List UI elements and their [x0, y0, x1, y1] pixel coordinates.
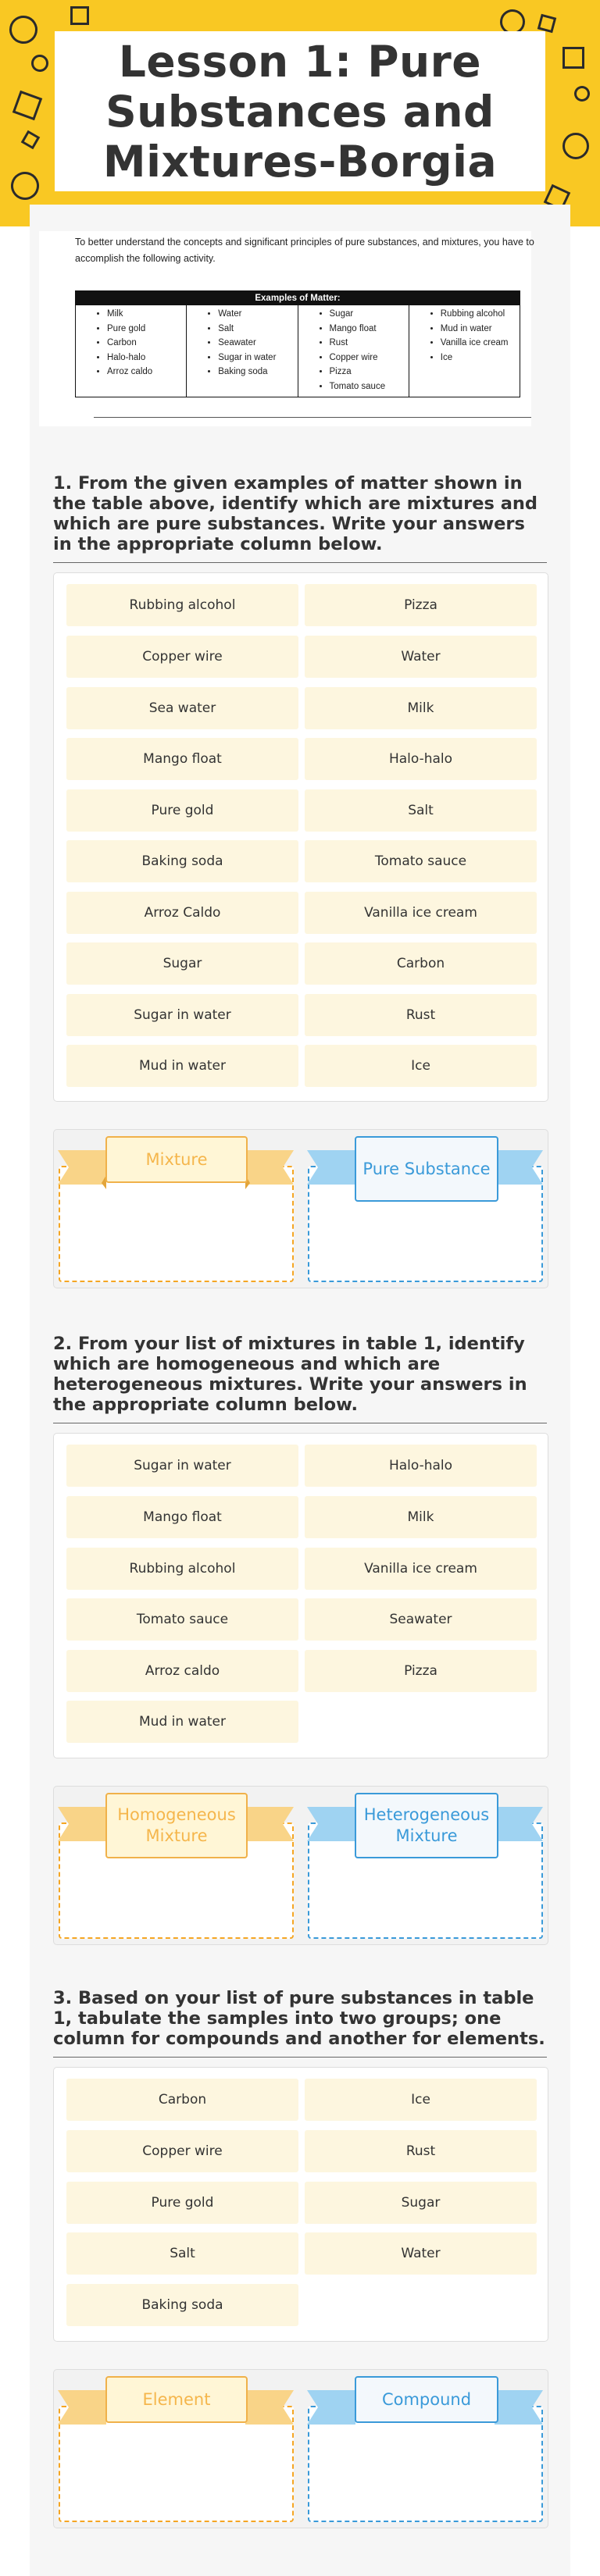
- drag-item[interactable]: Sea water: [66, 687, 298, 729]
- examples-column-1: [76, 305, 187, 397]
- drag-item[interactable]: Halo-halo: [305, 738, 537, 780]
- drag-item[interactable]: Sugar in water: [66, 994, 298, 1036]
- pattern-shape: [538, 14, 556, 33]
- example-item: • Baking soda: [218, 365, 297, 379]
- drag-item[interactable]: Pizza: [305, 1650, 537, 1692]
- label-element: Element: [105, 2376, 248, 2423]
- drag-item[interactable]: Copper wire: [66, 636, 298, 678]
- drag-item[interactable]: Arroz caldo: [66, 1650, 298, 1692]
- example-item: • Sugar in water: [218, 351, 297, 365]
- drag-item[interactable]: Carbon: [66, 2079, 298, 2121]
- drag-item[interactable]: Milk: [305, 1496, 537, 1538]
- example-item: • Pure gold: [107, 322, 186, 337]
- drag-item[interactable]: Baking soda: [66, 2284, 298, 2326]
- drag-item[interactable]: Sugar in water: [66, 1445, 298, 1487]
- example-item: • Halo-halo: [107, 351, 186, 365]
- question-1: 1. From the given examples of matter shown in the table above, identify which are mixtures and which are pure substances. Write your answers in the appropriate column below.: [53, 473, 538, 554]
- question-2: 2. From your list of mixtures in table 1, identify which are homogeneous and which are heterogeneous mixtures. Write your answers in the appropriate column below.: [53, 1334, 527, 1415]
- example-item: • Carbon: [107, 336, 186, 351]
- example-item: • Arroz caldo: [107, 365, 186, 379]
- examples-table-heading: Examples of Matter:: [76, 291, 520, 305]
- pattern-shape: [573, 84, 591, 103]
- examples-table: [75, 290, 520, 397]
- drag-item[interactable]: Mud in water: [66, 1701, 298, 1743]
- drag-item[interactable]: Rubbing alcohol: [66, 1548, 298, 1590]
- drag-item[interactable]: Rust: [305, 994, 537, 1036]
- drag-item[interactable]: Pizza: [305, 584, 537, 626]
- examples-column-4: [409, 305, 520, 397]
- drag-item[interactable]: Ice: [305, 2079, 537, 2121]
- instructions-document: [39, 231, 534, 426]
- example-item: • Seawater: [218, 336, 297, 351]
- drag-item[interactable]: Water: [305, 636, 537, 678]
- label-mixture: Mixture: [105, 1136, 248, 1183]
- label-pure-substance: Pure Substance: [355, 1136, 498, 1202]
- drag-item[interactable]: Sugar: [305, 2182, 537, 2224]
- drag-item[interactable]: Pure gold: [66, 2182, 298, 2224]
- drag-item[interactable]: Halo-halo: [305, 1445, 537, 1487]
- drag-item[interactable]: Mango float: [66, 1496, 298, 1538]
- drag-item[interactable]: Arroz Caldo: [66, 892, 298, 934]
- pattern-shape: [21, 130, 41, 150]
- pattern-shape: [562, 133, 589, 159]
- example-item: • Water: [218, 307, 297, 322]
- drag-item[interactable]: Mango float: [66, 738, 298, 780]
- label-homogeneous-mixture: Homogeneous Mixture: [105, 1793, 248, 1858]
- example-item: • Tomato sauce: [330, 379, 409, 394]
- item-bank-1: [53, 572, 548, 1102]
- question-divider: [53, 2057, 547, 2058]
- sorting-area-3: [53, 2369, 548, 2528]
- drag-item[interactable]: Salt: [66, 2232, 298, 2275]
- drag-item[interactable]: Mud in water: [66, 1045, 298, 1087]
- question-divider: [53, 562, 547, 563]
- example-item: • Rubbing alcohol: [441, 307, 520, 322]
- example-item: • Salt: [218, 322, 297, 337]
- pattern-shape: [28, 52, 52, 76]
- document-divider: [94, 417, 531, 418]
- drag-item[interactable]: Pure gold: [66, 789, 298, 832]
- drag-item[interactable]: Baking soda: [66, 840, 298, 882]
- pattern-shape: [70, 6, 89, 25]
- drag-item[interactable]: Milk: [305, 687, 537, 729]
- intro-text: To better understand the concepts and significant principles of pure substances, and mixtures, you have to accomplish the following activity.: [75, 237, 534, 264]
- example-item: • Ice: [441, 351, 520, 365]
- example-item: • Sugar: [330, 307, 409, 322]
- example-item: • Milk: [107, 307, 186, 322]
- drag-item[interactable]: Water: [305, 2232, 537, 2275]
- example-item: • Pizza: [330, 365, 409, 379]
- drag-item[interactable]: Sugar: [66, 942, 298, 985]
- sorting-area-2: [53, 1786, 548, 1945]
- example-item: • Vanilla ice cream: [441, 336, 520, 351]
- examples-column-2: [187, 305, 298, 397]
- example-item: • Rust: [330, 336, 409, 351]
- pattern-shape: [7, 13, 41, 47]
- drag-item[interactable]: Tomato sauce: [305, 840, 537, 882]
- title-card: [55, 31, 545, 191]
- label-compound: Compound: [355, 2376, 498, 2423]
- hero-banner: [0, 0, 600, 226]
- drag-item[interactable]: Vanilla ice cream: [305, 892, 537, 934]
- item-bank-2: [53, 1433, 548, 1758]
- example-item: • Copper wire: [330, 351, 409, 365]
- label-heterogeneous-mixture: Heterogeneous Mixture: [355, 1793, 498, 1858]
- drag-item[interactable]: Vanilla ice cream: [305, 1548, 537, 1590]
- pattern-shape: [562, 47, 584, 69]
- question-3: 3. Based on your list of pure substances in table 1, tabulate the samples into two groups; one column for compounds and another for elements.: [53, 1988, 545, 2049]
- drag-item[interactable]: Carbon: [305, 942, 537, 985]
- drag-item[interactable]: Rubbing alcohol: [66, 584, 298, 626]
- sorting-area-1: [53, 1129, 548, 1288]
- item-bank-3: [53, 2067, 548, 2342]
- drag-item[interactable]: Ice: [305, 1045, 537, 1087]
- examples-column-3: [298, 305, 409, 397]
- example-item: • Mud in water: [441, 322, 520, 337]
- drag-item[interactable]: Tomato sauce: [66, 1598, 298, 1641]
- drag-item[interactable]: Rust: [305, 2130, 537, 2172]
- page-title: Lesson 1: Pure Substances and Mixtures-Borgia: [102, 36, 498, 187]
- drag-item[interactable]: Salt: [305, 789, 537, 832]
- drag-item[interactable]: Seawater: [305, 1598, 537, 1641]
- example-item: • Mango float: [330, 322, 409, 337]
- pattern-shape: [12, 91, 42, 120]
- pattern-shape: [8, 169, 42, 203]
- drag-item[interactable]: Copper wire: [66, 2130, 298, 2172]
